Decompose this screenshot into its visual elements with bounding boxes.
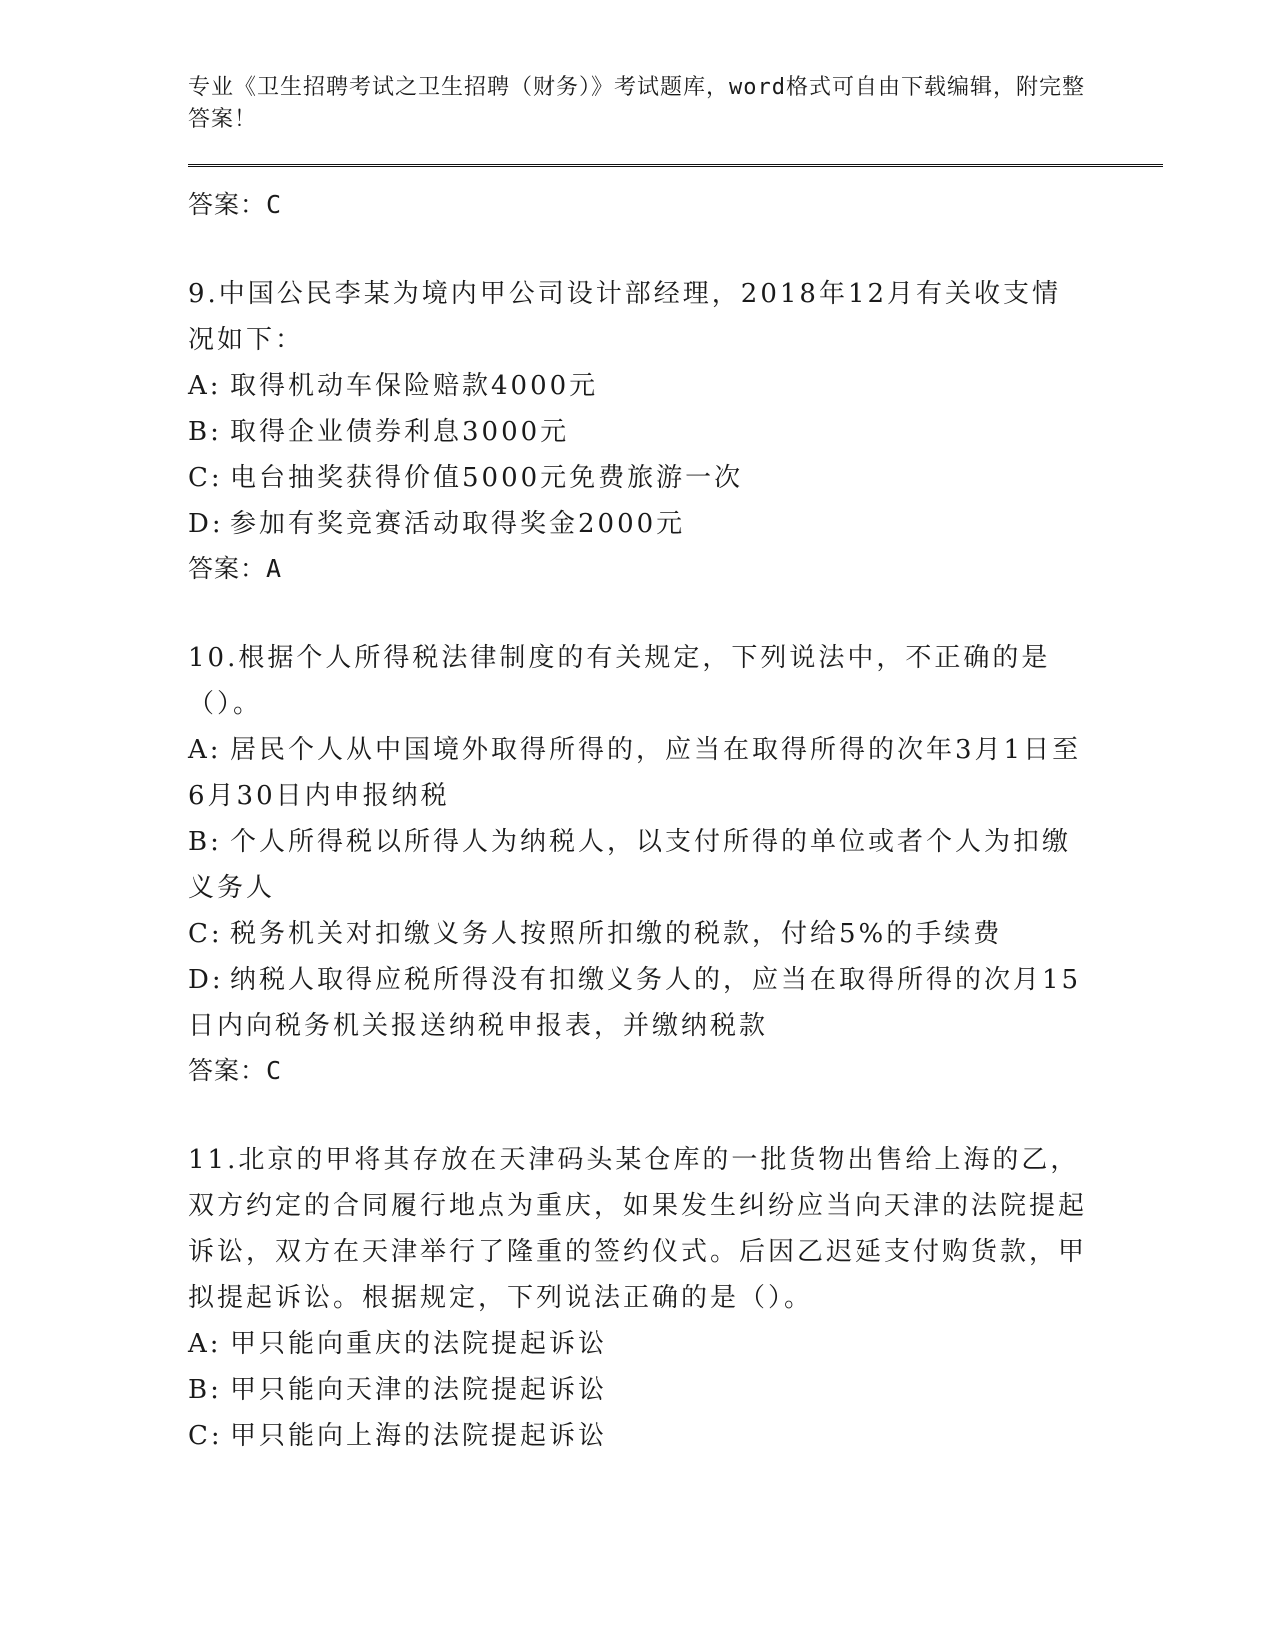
- option-a: [188, 727, 1088, 819]
- answer-q9: [188, 547, 1163, 591]
- answer-label: 答案：: [188, 190, 267, 219]
- option-text: 取得机动车保险赔款4000元: [230, 371, 599, 401]
- option-text: 甲只能向重庆的法院提起诉讼: [230, 1329, 608, 1359]
- option-text: 电台抽奖获得价值5000元免费旅游一次: [230, 463, 744, 493]
- option-text: 居民个人从中国境外取得所得的，应当在取得所得的次年3月1日至6月30日内申报纳税: [188, 735, 1082, 811]
- option-text: 取得企业债券利息3000元: [230, 417, 570, 447]
- option-key: B:: [188, 417, 222, 447]
- option-key: C:: [188, 919, 223, 949]
- question-9: [188, 271, 1163, 591]
- question-11: [188, 1137, 1163, 1459]
- header-divider: [188, 164, 1163, 169]
- option-b: [188, 409, 1088, 455]
- option-key: A:: [188, 735, 222, 765]
- document-page: [188, 72, 1163, 1459]
- option-text: 税务机关对扣缴义务人按照所扣缴的税款，付给5%的手续费: [230, 919, 1003, 949]
- answer-value: C: [266, 190, 282, 219]
- option-text: 纳税人取得应税所得没有扣缴义务人的，应当在取得所得的次月15日内向税务机关报送纳税申报表，并缴纳税款: [188, 965, 1082, 1041]
- option-key: B:: [188, 827, 222, 857]
- option-key: C:: [188, 463, 223, 493]
- answer-value: C: [266, 1056, 282, 1085]
- option-a: [188, 1321, 1088, 1367]
- document-header: 专业《卫生招聘考试之卫生招聘（财务）》考试题库，word格式可自由下载编辑，附完整答案！: [188, 75, 1085, 132]
- question-stem: 11.北京的甲将其存放在天津码头某仓库的一批货物出售给上海的乙，双方约定的合同履行地点为重庆，如果发生纠纷应当向天津的法院提起诉讼，双方在天津举行了隆重的签约仪式。后因乙迟延支付购货款，甲拟提起诉讼。根据规定，下列说法正确的是（）。: [188, 1145, 1088, 1313]
- answer-q10: [188, 1049, 1163, 1093]
- option-text: 参加有奖竞赛活动取得奖金2000元: [230, 509, 686, 539]
- option-key: C:: [188, 1421, 223, 1451]
- option-d: [188, 501, 1088, 547]
- option-key: B:: [188, 1375, 222, 1405]
- answer-value: A: [266, 554, 282, 583]
- question-stem: 10.根据个人所得税法律制度的有关规定，下列说法中，不正确的是（）。: [188, 643, 1051, 719]
- question-stem: 9.中国公民李某为境内甲公司设计部经理，2018年12月有关收支情况如下：: [188, 279, 1062, 355]
- option-c: [188, 1413, 1088, 1459]
- answer-q8: [188, 183, 1163, 227]
- option-key: A:: [188, 1329, 222, 1359]
- question-10: [188, 635, 1163, 1093]
- option-b: [188, 819, 1088, 911]
- option-key: D:: [188, 509, 224, 539]
- option-d: [188, 957, 1088, 1049]
- option-text: 甲只能向天津的法院提起诉讼: [230, 1375, 608, 1405]
- option-a: [188, 363, 1088, 409]
- option-key: D:: [188, 965, 224, 995]
- option-c: [188, 911, 1088, 957]
- option-c: [188, 455, 1088, 501]
- option-b: [188, 1367, 1088, 1413]
- option-text: 个人所得税以所得人为纳税人，以支付所得的单位或者个人为扣缴义务人: [188, 827, 1072, 903]
- option-key: A:: [188, 371, 222, 401]
- answer-label: 答案：: [188, 1056, 267, 1085]
- answer-label: 答案：: [188, 554, 267, 583]
- option-text: 甲只能向上海的法院提起诉讼: [230, 1421, 608, 1451]
